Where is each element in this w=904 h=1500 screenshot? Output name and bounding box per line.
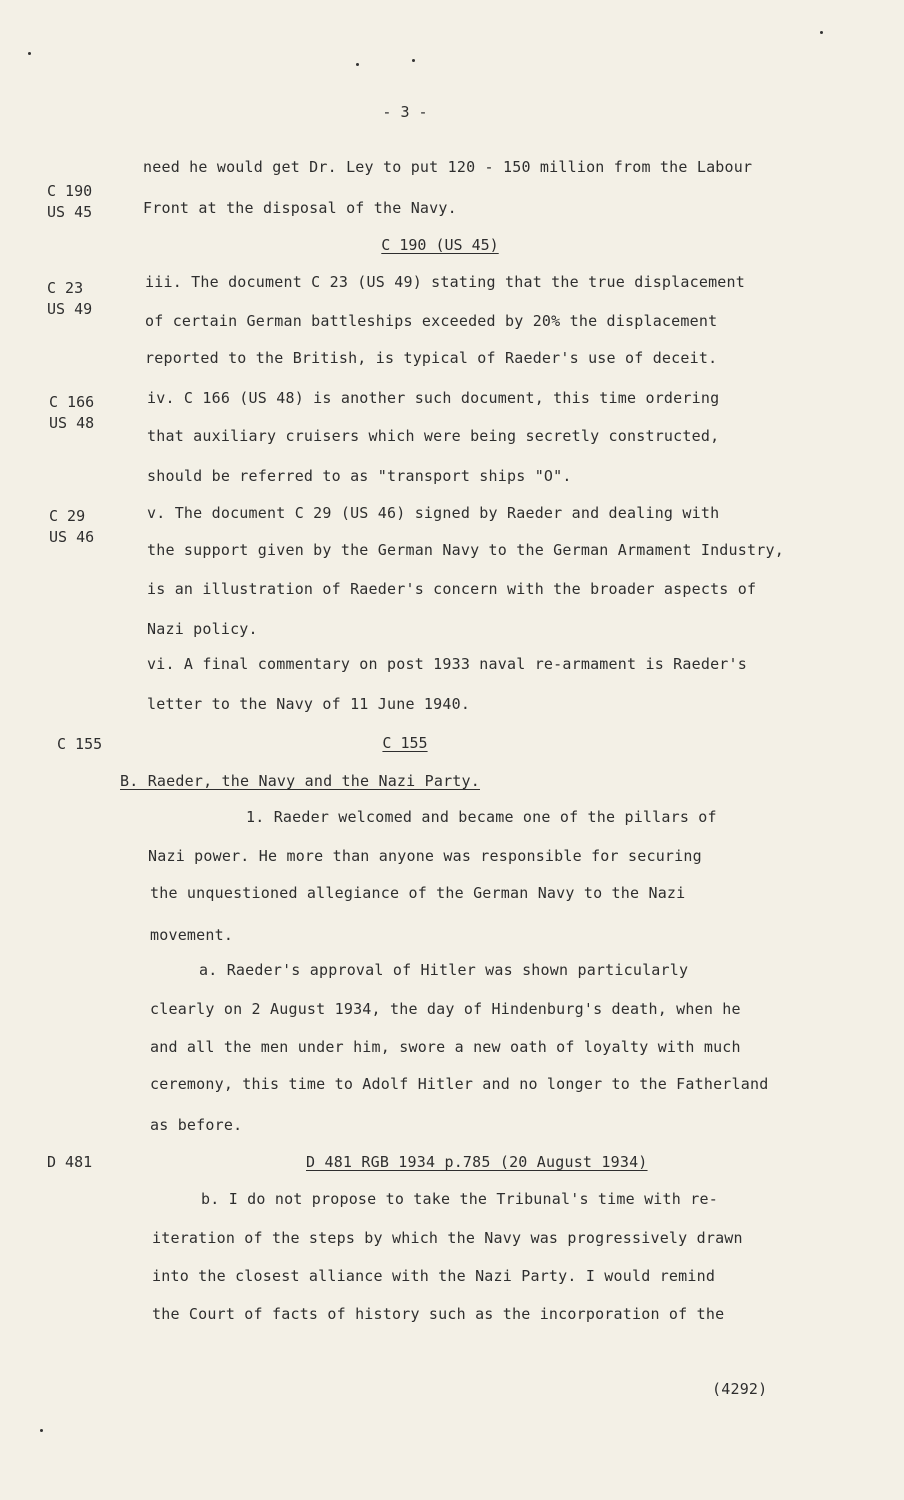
body-line: and all the men under him, swore a new oath of loyalty with much: [150, 1038, 741, 1056]
body-line: iteration of the steps by which the Navy was progressively drawn: [152, 1229, 743, 1247]
margin-ref: C 190 US 45: [47, 182, 93, 221]
body-line: Front at the disposal of the Navy.: [143, 199, 457, 217]
body-line: vi. A final commentary on post 1933 naval re-armament is Raeder's: [147, 655, 747, 673]
citation-c190: C 190 (US 45): [381, 236, 499, 254]
margin-ref: C 29 US 46: [49, 507, 95, 546]
body-line: into the closest alliance with the Nazi Party. I would remind: [152, 1267, 716, 1285]
body-line: Nazi power. He more than anyone was responsible for securing: [148, 847, 702, 865]
body-line: movement.: [150, 926, 234, 944]
citation-c155: C 155: [382, 734, 428, 752]
paper-speck: [412, 59, 415, 62]
body-line: that auxiliary cruisers which were being secretly constructed,: [147, 427, 720, 445]
margin-ref: D 481: [47, 1153, 93, 1171]
margin-ref: C 166 US 48: [49, 393, 95, 432]
body-line: reported to the British, is typical of Raeder's use of deceit.: [145, 349, 718, 367]
body-line: 1. Raeder welcomed and became one of the pillars of: [246, 808, 717, 826]
body-line: iv. C 166 (US 48) is another such document, this time ordering: [147, 389, 720, 407]
margin-ref: C 155: [57, 735, 103, 753]
body-line: clearly on 2 August 1934, the day of Hindenburg's death, when he: [150, 1000, 741, 1018]
citation-d481: D 481 RGB 1934 p.785 (20 August 1934): [306, 1153, 648, 1171]
body-line: v. The document C 29 (US 46) signed by Raeder and dealing with: [147, 504, 720, 522]
body-line: letter to the Navy of 11 June 1940.: [147, 695, 471, 713]
paper-speck: [356, 63, 359, 66]
document-code: (4292): [712, 1380, 768, 1398]
body-line: b. I do not propose to take the Tribunal's time with re-: [201, 1190, 718, 1208]
body-line: Nazi policy.: [147, 620, 258, 638]
body-line: ceremony, this time to Adolf Hitler and no longer to the Fatherland: [150, 1075, 769, 1093]
paper-speck: [28, 52, 31, 55]
body-line: should be referred to as "transport ships "O".: [147, 467, 572, 485]
body-line: the Court of facts of history such as the incorporation of the: [152, 1305, 725, 1323]
body-line: the support given by the German Navy to the German Armament Industry,: [147, 541, 784, 559]
body-line: the unquestioned allegiance of the German Navy to the Nazi: [150, 884, 686, 902]
body-line: is an illustration of Raeder's concern with the broader aspects of: [147, 580, 757, 598]
body-line: iii. The document C 23 (US 49) stating that the true displacement: [145, 273, 745, 291]
page-number: - 3 -: [382, 103, 428, 121]
body-line: need he would get Dr. Ley to put 120 - 150 million from the Labour: [143, 158, 753, 176]
body-line: a. Raeder's approval of Hitler was shown particularly: [199, 961, 689, 979]
margin-ref: C 23 US 49: [47, 279, 93, 318]
body-line: of certain German battleships exceeded by 20% the displacement: [145, 312, 718, 330]
paper-speck: [40, 1429, 43, 1432]
body-line: as before.: [150, 1116, 243, 1134]
section-heading: B. Raeder, the Navy and the Nazi Party.: [120, 772, 480, 790]
paper-speck: [820, 31, 823, 34]
